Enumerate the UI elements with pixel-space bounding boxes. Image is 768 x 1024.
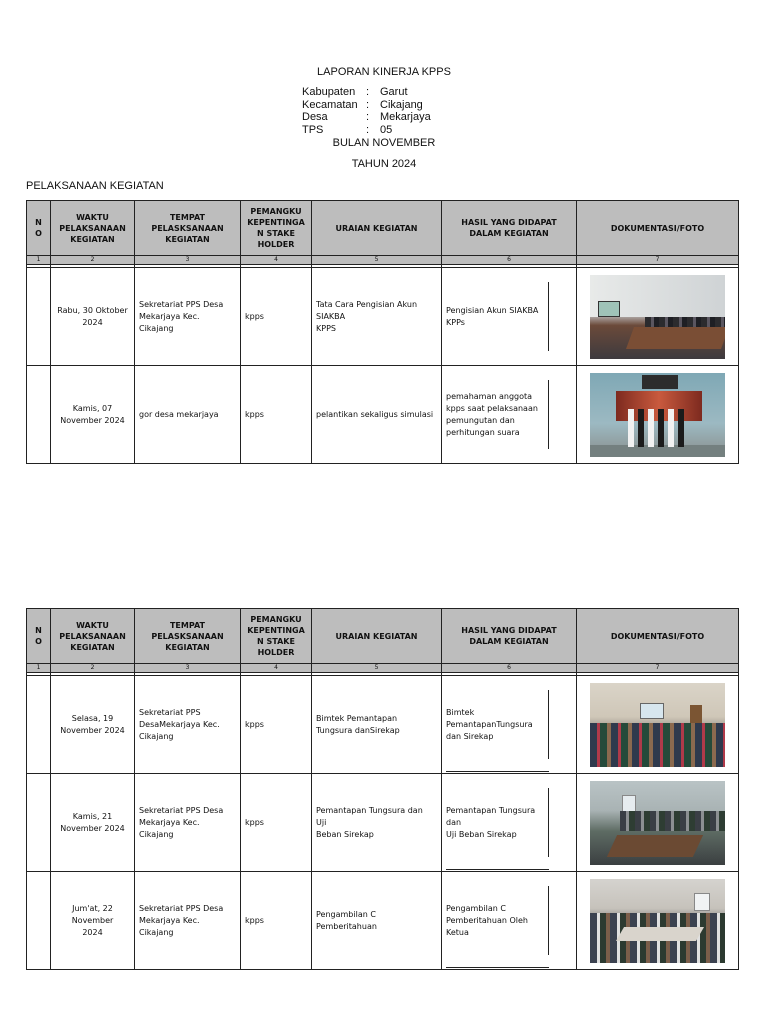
hasil-text: Bimtek PemantapanTungsura dan Sirekap — [446, 707, 533, 741]
meta-separator: : — [366, 86, 370, 98]
section-title: PELAKSANAAN KEGIATAN — [26, 180, 164, 192]
cell-hasil — [442, 268, 577, 366]
cell-hasil — [442, 872, 577, 970]
cell-stakeholder: kpps — [241, 366, 312, 464]
col-header-uraian: URAIAN KEGIATAN — [312, 609, 442, 664]
meta-value: Mekarjaya — [380, 111, 431, 123]
meta-row-kabupaten — [302, 86, 431, 99]
table-row — [27, 774, 739, 872]
cell-no — [27, 872, 51, 970]
cell-foto — [577, 676, 739, 774]
col-header-hasil: HASIL YANG DIDAPAT DALAM KEGIATAN — [442, 201, 577, 256]
col-number: 2 — [51, 664, 135, 673]
column-number-row — [27, 256, 739, 265]
cell-foto — [577, 774, 739, 872]
col-header-waktu: WAKTU PELAKSANAAN KEGIATAN — [51, 201, 135, 256]
col-header-no: N O — [27, 609, 51, 664]
cell-tempat: Sekretariat PPS DesaMekarjaya Kec. Cikajang — [135, 676, 241, 774]
meta-row-tps — [302, 124, 431, 137]
col-header-no: N O — [27, 201, 51, 256]
table-row — [27, 676, 739, 774]
cell-stakeholder: kpps — [241, 872, 312, 970]
table-row — [27, 366, 739, 464]
meta-value: Cikajang — [380, 98, 423, 111]
cell-uraian: pelantikan sekaligus simulasi — [312, 366, 442, 464]
col-header-stakeholder: PEMANGKU KEPENTINGA N STAKE HOLDER — [241, 201, 312, 256]
meta-value: Garut — [380, 86, 408, 98]
col-header-waktu: WAKTU PELAKSANAAN KEGIATAN — [51, 609, 135, 664]
cell-tempat: Sekretariat PPS Desa Mekarjaya Kec. Cikajang — [135, 774, 241, 872]
cell-uraian: Tata Cara Pengisian Akun SIAKBA KPPS — [312, 268, 442, 366]
cell-stakeholder: kpps — [241, 774, 312, 872]
cell-uraian: Pemantapan Tungsura dan Uji Beban Sirekap — [312, 774, 442, 872]
cell-tempat: Sekretariat PPS Desa Mekarjaya Kec. Cikajang — [135, 872, 241, 970]
cell-foto — [577, 268, 739, 366]
load-test-photo — [590, 781, 725, 865]
cell-hasil — [442, 366, 577, 464]
col-header-tempat: TEMPAT PELASKSANAAN KEGIATAN — [135, 201, 241, 256]
col-number: 6 — [442, 664, 577, 673]
col-header-foto: DOKUMENTASI/FOTO — [577, 609, 739, 664]
bimtek-photo — [590, 683, 725, 767]
cell-waktu: Rabu, 30 Oktober 2024 — [51, 268, 135, 366]
meta-separator: : — [366, 98, 370, 111]
report-meta — [302, 86, 431, 136]
hasil-text: Pemantapan Tungsura dan Uji Beban Sirekap — [446, 805, 536, 839]
col-number: 2 — [51, 256, 135, 265]
meta-label: Kecamatan — [302, 98, 358, 111]
cell-hasil — [442, 774, 577, 872]
report-year: TAHUN 2024 — [351, 158, 417, 170]
cell-waktu: Jum'at, 22 November 2024 — [51, 872, 135, 970]
cell-no — [27, 366, 51, 464]
cell-uraian: Pengambilan C Pemberitahuan — [312, 872, 442, 970]
col-number: 1 — [27, 664, 51, 673]
cell-hasil — [442, 676, 577, 774]
cell-no — [27, 676, 51, 774]
col-number: 3 — [135, 256, 241, 265]
cell-no — [27, 774, 51, 872]
cell-uraian: Bimtek Pemantapan Tungsura danSirekap — [312, 676, 442, 774]
col-number: 7 — [577, 664, 739, 673]
form-pickup-photo — [590, 879, 725, 963]
cell-no — [27, 268, 51, 366]
hasil-text: Pengisian Akun SIAKBA KPPs — [446, 305, 539, 327]
cell-foto — [577, 872, 739, 970]
cell-stakeholder: kpps — [241, 676, 312, 774]
column-number-row — [27, 664, 739, 673]
activity-table-2 — [26, 608, 739, 970]
col-number: 4 — [241, 256, 312, 265]
meta-label: Desa — [302, 111, 328, 123]
hasil-text: Pengambilan C Pemberitahuan Oleh Ketua — [446, 903, 528, 937]
table-header-row — [27, 609, 739, 664]
col-number: 1 — [27, 256, 51, 265]
meta-separator: : — [366, 123, 370, 136]
inauguration-photo — [590, 373, 725, 457]
cell-tempat: Sekretariat PPS Desa Mekarjaya Kec. Cikajang — [135, 268, 241, 366]
meta-label: Kabupaten — [302, 86, 356, 98]
report-title: LAPORAN KINERJA KPPS — [317, 66, 451, 78]
table-row — [27, 872, 739, 970]
meta-value: 05 — [380, 123, 393, 136]
col-number: 5 — [312, 664, 442, 673]
col-number: 3 — [135, 664, 241, 673]
col-header-uraian: URAIAN KEGIATAN — [312, 201, 442, 256]
cell-waktu: Kamis, 21 November 2024 — [51, 774, 135, 872]
col-header-stakeholder: PEMANGKU KEPENTINGA N STAKE HOLDER — [241, 609, 312, 664]
cell-waktu: Kamis, 07 November 2024 — [51, 366, 135, 464]
col-number: 6 — [442, 256, 577, 265]
col-header-hasil: HASIL YANG DIDAPAT DALAM KEGIATAN — [442, 609, 577, 664]
activity-table-1 — [26, 200, 739, 464]
cell-foto — [577, 366, 739, 464]
cell-waktu: Selasa, 19 November 2024 — [51, 676, 135, 774]
cell-stakeholder: kpps — [241, 268, 312, 366]
hasil-text: pemahaman anggota kpps saat pelaksanaan pemungutan dan perhitungan suara — [446, 391, 538, 437]
meta-row-desa — [302, 111, 431, 124]
meta-separator: : — [366, 111, 370, 123]
report-month: BULAN NOVEMBER — [332, 137, 436, 149]
cell-tempat: gor desa mekarjaya — [135, 366, 241, 464]
table-header-row — [27, 201, 739, 256]
meta-label: TPS — [302, 123, 324, 136]
col-number: 5 — [312, 256, 442, 265]
col-header-tempat: TEMPAT PELASKSANAAN KEGIATAN — [135, 609, 241, 664]
table-row — [27, 268, 739, 366]
col-header-foto: DOKUMENTASI/FOTO — [577, 201, 739, 256]
col-number: 7 — [577, 256, 739, 265]
meeting-room-photo — [590, 275, 725, 359]
col-number: 4 — [241, 664, 312, 673]
meta-row-kecamatan — [302, 99, 431, 112]
